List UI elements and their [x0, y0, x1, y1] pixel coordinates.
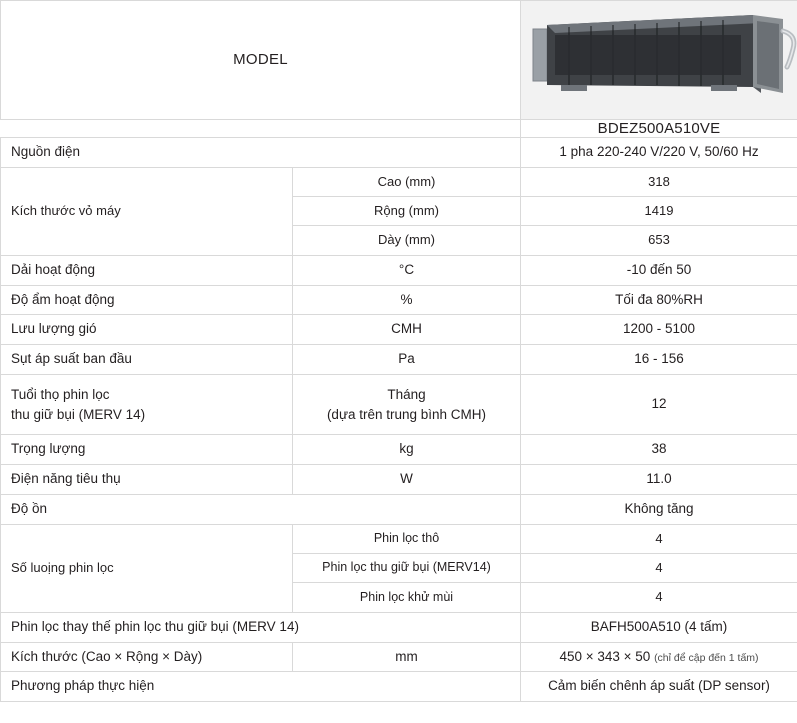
dimension-width-unit: Rộng (mm) [373, 203, 439, 219]
air-flow-unit: CMH [391, 321, 422, 337]
method-value: Cảm biến chênh áp suất (DP sensor) [548, 678, 770, 694]
weight-label-cell [1, 435, 293, 465]
filter-size-label: Kích thước (Cao × Rộng × Dày) [11, 648, 203, 664]
weight-unit: kg [399, 441, 414, 457]
table-row-initial-pressure-drop [1, 345, 797, 375]
replacement-filter-label-cell [1, 612, 521, 642]
table-row-noise [1, 495, 797, 525]
power-supply-label: Nguồn điện [11, 144, 81, 159]
air-flow-unit-cell [293, 315, 521, 345]
replacement-filter-value: BAFH500A510 (4 tấm) [590, 618, 728, 634]
operating-range-unit-cell [293, 255, 521, 285]
filter-count-coarse-value-cell [521, 524, 797, 553]
table-row-operating-humidity [1, 285, 797, 315]
filter-size-note: (chỉ để cập đến 1 tấm) [654, 651, 759, 664]
initial-pressure-drop-unit: Pa [398, 351, 415, 367]
initial-pressure-drop-label: Sụt áp suất ban đầu [11, 351, 132, 367]
table-row-operating-range [1, 255, 797, 285]
filter-life-unit-line2: (dựa trên trung bình CMH) [326, 406, 487, 422]
filter-life-label-line1: Tuổi thọ phin lọc [11, 387, 110, 403]
filter-count-deodor-value: 4 [655, 589, 663, 605]
operating-humidity-label-cell [1, 285, 293, 315]
dimension-width-value: 1419 [644, 203, 674, 219]
filter-count-coarse-unit: Phin lọc thô [373, 531, 440, 546]
method-label-cell [1, 672, 521, 702]
operating-humidity-value: Tối đa 80%RH [615, 291, 703, 307]
table-row-weight [1, 435, 797, 465]
table-row-filter-size [1, 642, 797, 672]
table-row-filter-life [1, 375, 797, 435]
ducted-unit-icon [521, 1, 797, 119]
power-consumption-value-cell [521, 465, 797, 495]
filter-count-deodor-value-cell [521, 583, 797, 612]
model-name-value: BDEZ500A510VE [597, 120, 721, 137]
filter-count-merv-value: 4 [655, 560, 663, 576]
power-consumption-value: 11.0 [646, 471, 672, 487]
noise-value-cell [521, 495, 797, 525]
model-name-cell [521, 120, 797, 138]
filter-count-merv-value-cell [521, 554, 797, 583]
filter-life-unit-line1: Tháng [387, 387, 426, 403]
operating-range-value: -10 đến 50 [626, 261, 692, 277]
dimensions-label-cell [1, 167, 293, 255]
replacement-filter-value-cell [521, 612, 797, 642]
air-flow-label: Lưu lượng gió [11, 321, 97, 337]
table-row-model-header [1, 1, 797, 120]
model-name-spacer [1, 120, 521, 138]
initial-pressure-drop-value: 16 - 156 [634, 351, 684, 367]
power-supply-value: 1 pha 220-240 V/220 V, 50/60 Hz [559, 144, 759, 159]
product-photo [521, 1, 797, 119]
air-flow-value: 1200 - 5100 [622, 321, 696, 337]
table-row-dimension-height [1, 167, 797, 196]
dimension-height-unit-cell [293, 167, 521, 196]
table-row-method [1, 672, 797, 702]
filter-count-coarse-unit-cell [293, 524, 521, 553]
table-row-replacement-filter [1, 612, 797, 642]
filter-life-unit-cell [293, 375, 521, 435]
table-row-filter-count-coarse [1, 524, 797, 553]
filter-count-merv-unit: Phin lọc thu giữ bụi (MERV14) [322, 560, 491, 575]
operating-humidity-unit: % [400, 291, 413, 307]
method-label: Phương pháp thực hiện [11, 678, 155, 694]
filter-life-value-cell [521, 375, 797, 435]
dimension-depth-value-cell [521, 226, 797, 255]
filter-life-label-cell [1, 375, 293, 435]
replacement-filter-label: Phin lọc thay thế phin lọc thu giữ bụi (MERV 14) [11, 618, 299, 634]
filter-size-value-cell [521, 642, 797, 672]
air-flow-label-cell [1, 315, 293, 345]
dimension-depth-unit-cell [293, 226, 521, 255]
dimension-height-value-cell [521, 167, 797, 196]
filter-count-deodor-unit-cell [293, 583, 521, 612]
operating-humidity-unit-cell [293, 285, 521, 315]
noise-value: Không tăng [624, 501, 694, 516]
product-image-cell [521, 1, 797, 120]
power-consumption-label-cell [1, 465, 293, 495]
dimension-depth-unit: Dày (mm) [377, 232, 436, 248]
weight-value: 38 [651, 441, 667, 457]
operating-range-label: Dải hoạt động [11, 261, 96, 277]
operating-range-label-cell [1, 255, 293, 285]
dimension-width-unit-cell [293, 197, 521, 226]
table-row-power-supply [1, 138, 797, 168]
filter-count-coarse-value: 4 [655, 530, 663, 546]
power-supply-value-cell [521, 138, 797, 168]
operating-humidity-label: Độ ẩm hoạt động [11, 291, 115, 307]
method-value-cell [521, 672, 797, 702]
operating-range-value-cell [521, 255, 797, 285]
filter-size-unit-cell [293, 642, 521, 672]
model-label: MODEL [233, 50, 288, 68]
power-consumption-label: Điện năng tiêu thụ [11, 471, 121, 487]
table-row-power-consumption [1, 465, 797, 495]
table-row-air-flow [1, 315, 797, 345]
dimension-width-value-cell [521, 197, 797, 226]
filter-count-label-cell [1, 524, 293, 612]
noise-label-cell [1, 495, 521, 525]
filter-count-deodor-unit: Phin lọc khử mùi [359, 589, 454, 604]
model-label-cell [1, 1, 521, 120]
dimension-depth-value: 653 [648, 232, 670, 248]
power-consumption-unit-cell [293, 465, 521, 495]
noise-label: Độ ồn [11, 501, 48, 516]
filter-life-label-line2: thu giữ bụi (MERV 14) [11, 406, 146, 422]
operating-humidity-value-cell [521, 285, 797, 315]
initial-pressure-drop-label-cell [1, 345, 293, 375]
dimensions-label: Kích thước vỏ máy [11, 203, 121, 219]
initial-pressure-drop-value-cell [521, 345, 797, 375]
weight-value-cell [521, 435, 797, 465]
filter-life-value: 12 [651, 396, 667, 412]
air-flow-value-cell [521, 315, 797, 345]
filter-count-label: Số luoịng phin lọc [11, 560, 114, 576]
filter-size-unit: mm [395, 648, 418, 664]
filter-size-label-cell [1, 642, 293, 672]
dimension-height-value: 318 [648, 173, 670, 189]
initial-pressure-drop-unit-cell [293, 345, 521, 375]
power-consumption-unit: W [400, 471, 413, 487]
operating-range-unit: °C [398, 261, 415, 277]
table-row-model-name [1, 120, 797, 138]
power-supply-label-cell [1, 138, 521, 168]
weight-label: Trọng lượng [11, 441, 86, 457]
dimension-height-unit: Cao (mm) [377, 173, 436, 189]
filter-size-value: 450 × 343 × 50 [559, 648, 651, 664]
weight-unit-cell [293, 435, 521, 465]
filter-count-merv-unit-cell [293, 554, 521, 583]
